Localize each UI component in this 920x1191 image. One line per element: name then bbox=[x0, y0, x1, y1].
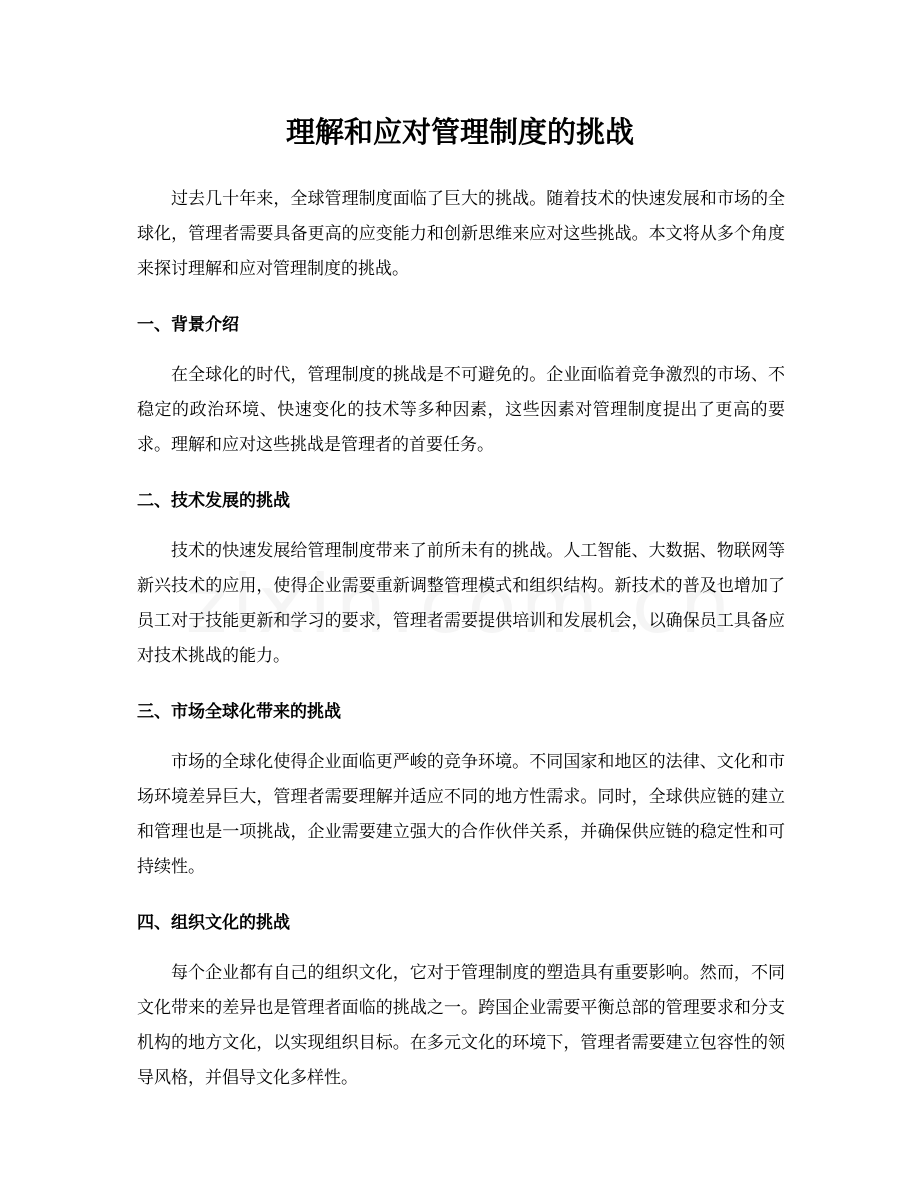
document-body bbox=[137, 182, 785, 1096]
section-heading-background: 一、背景介绍 bbox=[137, 315, 239, 335]
section-heading-globalization: 三、市场全球化带来的挑战 bbox=[137, 702, 341, 722]
section-heading-culture: 四、组织文化的挑战 bbox=[137, 913, 290, 933]
section-body-culture: 每个企业都有自己的组织文化，它对于管理制度的塑造具有重要影响。然而，不同文化带来的差异也是管理者面临的挑战之一。跨国企业需要平衡总部的管理要求和分支机构的地方文化，以实现组织目标。在多元文化的环境下，管理者需要建立包容性的领导风格，并倡导文化多样性。 bbox=[137, 963, 785, 1088]
page-title: 理解和应对管理制度的挑战 bbox=[285, 115, 634, 149]
section-body-globalization: 市场的全球化使得企业面临更严峻的竞争环境。不同国家和地区的法律、文化和市场环境差异巨大，管理者需要理解并适应不同的地方性需求。同时，全球供应链的建立和管理也是一项挑战，企业需要建立强大的合作伙伴关系，并确保供应链的稳定性和可持续性。 bbox=[137, 752, 785, 877]
intro-paragraph: 过去几十年来，全球管理制度面临了巨大的挑战。随着技术的快速发展和市场的全球化，管理者需要具备更高的应变能力和创新思维来应对这些挑战。本文将从多个角度来探讨理解和应对管理制度的挑战。 bbox=[137, 189, 785, 279]
section-heading-technology: 二、技术发展的挑战 bbox=[137, 491, 290, 511]
section-body-background: 在全球化的时代，管理制度的挑战是不可避免的。企业面临着竞争激烈的市场、不稳定的政治环境、快速变化的技术等多种因素，这些因素对管理制度提出了更高的要求。理解和应对这些挑战是管理者的首要任务。 bbox=[137, 365, 785, 455]
section-body-technology: 技术的快速发展给管理制度带来了前所未有的挑战。人工智能、大数据、物联网等新兴技术的应用，使得企业需要重新调整管理模式和组织结构。新技术的普及也增加了员工对于技能更新和学习的要求，管理者需要提供培训和发展机会，以确保员工具备应对技术挑战的能力。 bbox=[137, 541, 785, 666]
